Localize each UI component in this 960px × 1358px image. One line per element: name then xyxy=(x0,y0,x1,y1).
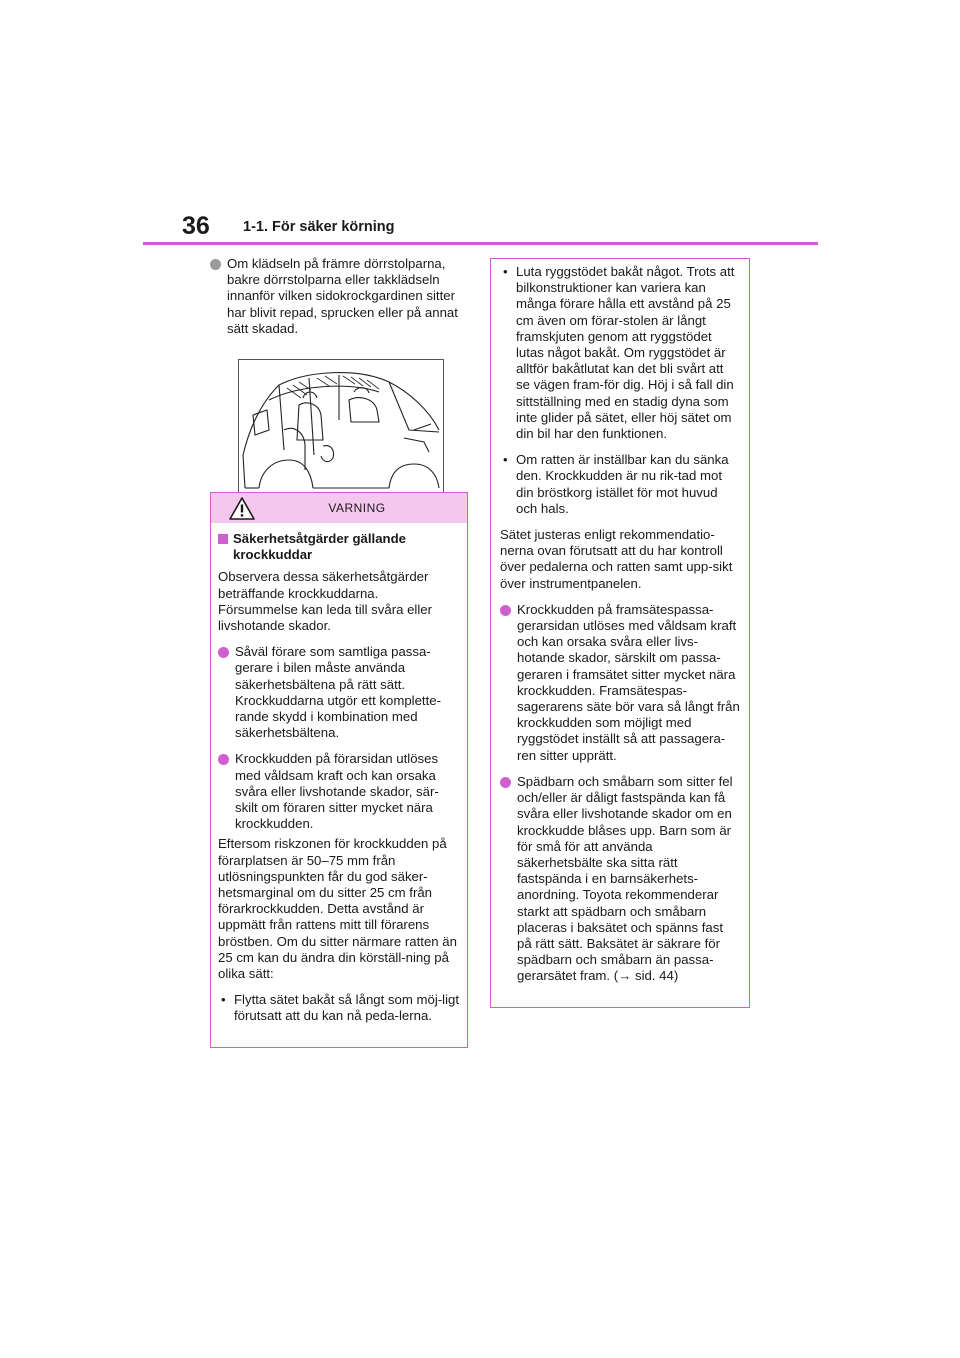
right-bullet-text: Krockkudden på framsätespassa-gerarsidan utlöses med våldsam kraft och kan orsaka svåra eller livs-hotande skador, särskilt om passa-geraren i framsätet sitter mycket nära krockkudden. Framsätespas-sagerarens säte bör vara så långt från krockkudden som möjligt med ryggstödet inställt så att passagera-ren sitter upprätt. xyxy=(517,601,740,763)
dash-item-text: Om ratten är inställbar kan du sänka den. Krockkudden är nu rik-tad mot din bröstkorg istället för mot huvud och hals. xyxy=(516,452,729,516)
warning-heading xyxy=(218,531,459,563)
header-rule xyxy=(143,242,818,245)
dash-item-text: Luta ryggstödet bakåt något. Trots att bilkonstruktioner kan variera kan många förare hålla ett avstånd på 25 cm även om förar-stolen är långt framskjuten genom att ryggstödet lutas något bakåt. Om ryggstödet är alltför bakåtlutat kan det bli svårt att se vägen fram-för dig. Höj i så fall din sittställning med en stadig dyna som inte glider på sätet, eller höj sätet om din bil har den funktionen. xyxy=(516,264,735,442)
warning-header xyxy=(211,493,467,523)
dash-item-text: Flytta sätet bakåt så långt som möj-ligt förutsatt att du kan nå peda-lerna. xyxy=(234,992,460,1024)
bullet-dot-icon xyxy=(500,605,511,616)
warning-bullet-text: Krockkudden på förarsidan utlöses med våldsam kraft och kan orsaka svåra eller livshotande skador, sär-skilt om föraren sitter mycket nära krockkudden. xyxy=(235,751,439,832)
left-column xyxy=(210,256,468,496)
intro-bullet-text: Om klädseln på främre dörrstolparna, bakre dörrstolparna eller takklädseln innanför vilken sidokrockgardinen sitter har blivit repad, sprucken eller på annat sätt skadad. xyxy=(227,256,458,336)
right-dash-item-1 xyxy=(500,264,741,442)
warning-triangle-icon xyxy=(229,497,255,520)
right-dash-item-2 xyxy=(500,452,741,517)
square-bullet-icon xyxy=(218,534,228,544)
warning-intro: Observera dessa säkerhetsåtgärder beträffande krockkuddarna. Försummelse kan leda till svåra eller livshotande skador. xyxy=(218,569,433,634)
bullet-dot-icon xyxy=(500,777,511,788)
right-paragraph: Sätet justeras enligt rekommendatio-nerna ovan förutsatt att du har kontroll över pedalerna och ratten samt upp-sikt över instrumentpanelen. xyxy=(500,527,733,591)
right-bullet-2 xyxy=(500,774,741,985)
right-bullet-1 xyxy=(500,602,741,764)
warning-bullet-text: Såväl förare som samtliga passa-gerare i bilen måste använda säkerhetsbältena på rätt sätt. Krockkuddarna utgör ett komplette-rande skydd i kombination med säkerhetsbältena. xyxy=(235,644,441,741)
warning-bullet-2 xyxy=(218,751,459,832)
warning-label: VARNING xyxy=(328,501,386,515)
dash-bullet-icon: • xyxy=(503,452,508,468)
right-warning-continuation xyxy=(490,258,750,1008)
car-interior-illustration xyxy=(238,359,444,496)
warning-heading-text: Säkerhetsåtgärder gällande krockkuddar xyxy=(233,531,406,563)
dash-bullet-icon: • xyxy=(221,992,226,1008)
warning-bullet-1 xyxy=(218,644,459,741)
warning-body xyxy=(211,523,467,1025)
dash-bullet-icon: • xyxy=(503,264,508,279)
section-title: 1-1. För säker körning xyxy=(243,219,395,235)
intro-bullet xyxy=(210,256,468,337)
warning-paragraph: Eftersom riskzonen för krockkudden på förarplatsen är 50–75 mm från utlösningspunkten får du god säker-hetsmarginal om du sitter 25 cm från förarkrockkudden. Detta avstånd är uppmätt från rattens mitt till förarens bröstben. Om du sitter närmare ratten än 25 cm kan du ändra din körställ-ning på olika sätt: xyxy=(218,836,457,982)
bullet-dot-icon xyxy=(218,647,229,658)
bullet-dot-icon xyxy=(218,754,229,765)
bullet-dot-icon xyxy=(210,259,221,270)
warning-box xyxy=(210,492,468,1048)
right-bullet-text: Spädbarn och småbarn som sitter fel och/eller är dåligt fastspända kan få svåra eller livshotande skador om en krockkudde blåses upp. Barn som är för små för att använda säkerhetsbälte ska sitta rätt fastspända i en barnsäkerhets-anordning. Toyota rekommenderar starkt att spädbarn och småbarn placeras i baksätet och spänns fast på rätt sätt. Baksätet är säkrare för spädbarn och småbarn än passa-gerarsätet fram. (→ sid. 44) xyxy=(517,773,733,984)
warning-dash-item-1 xyxy=(218,992,459,1024)
car-curtain-airbag-icon xyxy=(239,360,443,495)
page-number: 36 xyxy=(182,212,210,240)
